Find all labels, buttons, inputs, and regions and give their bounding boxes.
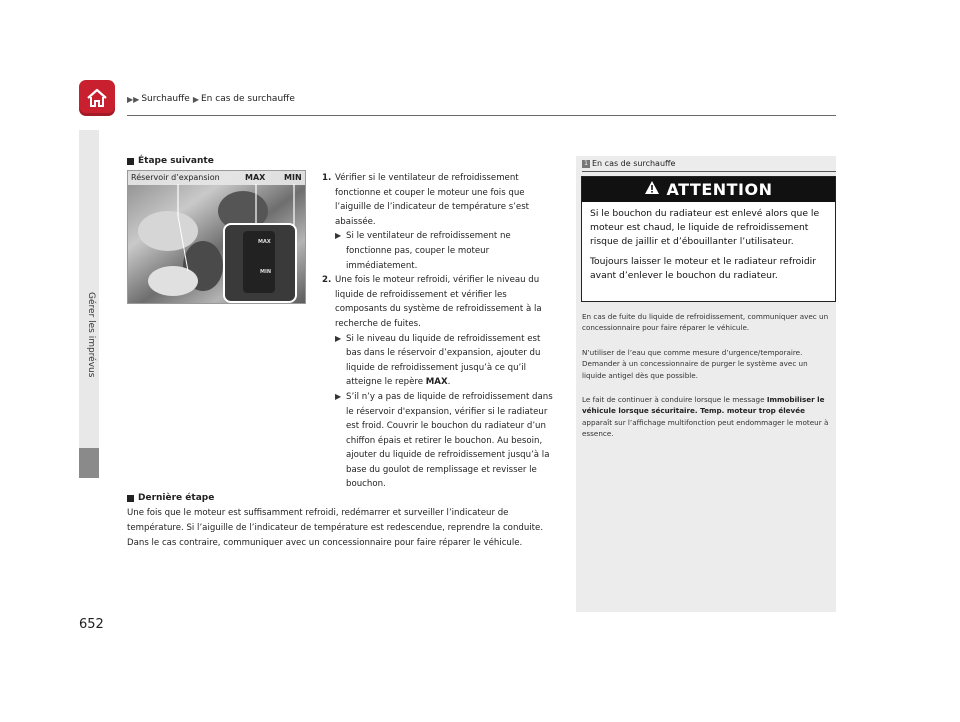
section-heading: Dernière étape: [127, 493, 214, 503]
home-button[interactable]: [79, 80, 115, 116]
breadcrumb: [127, 94, 295, 104]
panel-note: Le fait de continuer à conduire lorsque le message Immobiliser le véhicule lorsque sécuritaire. Temp. moteur trop élevée apparaît sur l’affichage multifonction peut endommager le moteur à essence.: [582, 395, 829, 439]
page-number: 652: [79, 617, 104, 632]
breadcrumb-item[interactable]: En cas de surchauffe: [201, 94, 295, 104]
tank-inset: MAX MIN: [223, 223, 297, 303]
instruction-steps: [322, 171, 554, 492]
warning-text: Si le bouchon du radiateur est enlevé alors que le moteur est chaud, le liquide de refroidissement risque de jaillir et d’ébouillanter l’utilisateur.: [590, 208, 820, 247]
warning-box: [581, 176, 836, 302]
panel-title: 1 En cas de surchauffe: [582, 159, 675, 168]
side-tab-label: Gérer les imprévus: [86, 292, 96, 378]
breadcrumb-item[interactable]: Surchauffe: [141, 94, 190, 104]
note-icon: 1: [582, 160, 590, 168]
home-icon: [85, 87, 109, 109]
engine-photo: [127, 170, 306, 304]
arrow-right-icon: ▶: [335, 333, 342, 343]
sub-step: ▶ Si le niveau du liquide de refroidissement est bas dans le réservoir d’expansion, ajouter du liquide de refroidissement jusqu’à ce qu’il atteigne le repère MAX.: [335, 332, 554, 390]
panel-note: En cas de fuite du liquide de refroidissement, communiquer avec un concessionnaire pour faire réparer le véhicule.: [582, 312, 829, 333]
side-tab-marker: [79, 448, 99, 478]
panel-note: N’utiliser de l’eau que comme mesure d’urgence/temporaire. Demander à un concessionnaire de purger le système avec un liquide antigel dès que possible.: [582, 348, 808, 380]
breadcrumb-arrow-icon: ▶: [192, 94, 199, 104]
arrow-right-icon: ▶: [335, 231, 342, 241]
sub-step: ▶ S’il n’y a pas de liquide de refroidissement dans le réservoir d'expansion, vérifier si le radiateur est froid. Couvrir le bouchon du radiateur d’un chiffon épais et retirer le bouchon. Au besoin, ajouter du liquide de refroidissement jusqu’à la base du goulot de remplissage et revisser le bouchon.: [335, 390, 554, 492]
step-item: 2. Une fois le moteur refroidi, vérifier le niveau du liquide de refroidissement et vérifier les composants du système de refroidissement à la recherche de fuites.: [322, 275, 542, 329]
arrow-right-icon: ▶: [335, 391, 342, 401]
square-bullet-icon: [127, 495, 134, 502]
sub-step: ▶ Si le ventilateur de refroidissement ne fonctionne pas, couper le moteur immédiatement.: [335, 229, 554, 273]
warning-triangle-icon: [644, 180, 660, 199]
warning-header: ATTENTION: [582, 177, 835, 202]
min-label: MIN: [284, 173, 302, 182]
section-heading: Étape suivante: [127, 156, 214, 166]
header-divider: [127, 115, 836, 116]
warning-text: Toujours laisser le moteur et le radiateur refroidir avant d’enlever le bouchon du radiateur.: [590, 256, 816, 281]
square-bullet-icon: [127, 158, 134, 165]
side-notes-panel: [576, 156, 836, 612]
last-step-text: Une fois que le moteur est suffisamment refroidi, redémarrer et surveiller l’indicateur de température. Si l’aiguille de l’indicateur de température est redescendue, reprendre la conduite. Dans le cas contraire, communiquer avec un concessionnaire pour faire réparer le véhicule.: [127, 508, 544, 548]
step-item: 1. Vérifier si le ventilateur de refroidissement fonctionne et couper le moteur une fois que l’aiguille de l’indicateur de température s’est abaissée.: [322, 173, 530, 227]
max-label: MAX: [245, 173, 266, 182]
tank-label: Réservoir d’expansion: [131, 173, 220, 182]
breadcrumb-arrow-icon: ▶▶: [127, 94, 140, 104]
panel-divider: [582, 171, 836, 172]
